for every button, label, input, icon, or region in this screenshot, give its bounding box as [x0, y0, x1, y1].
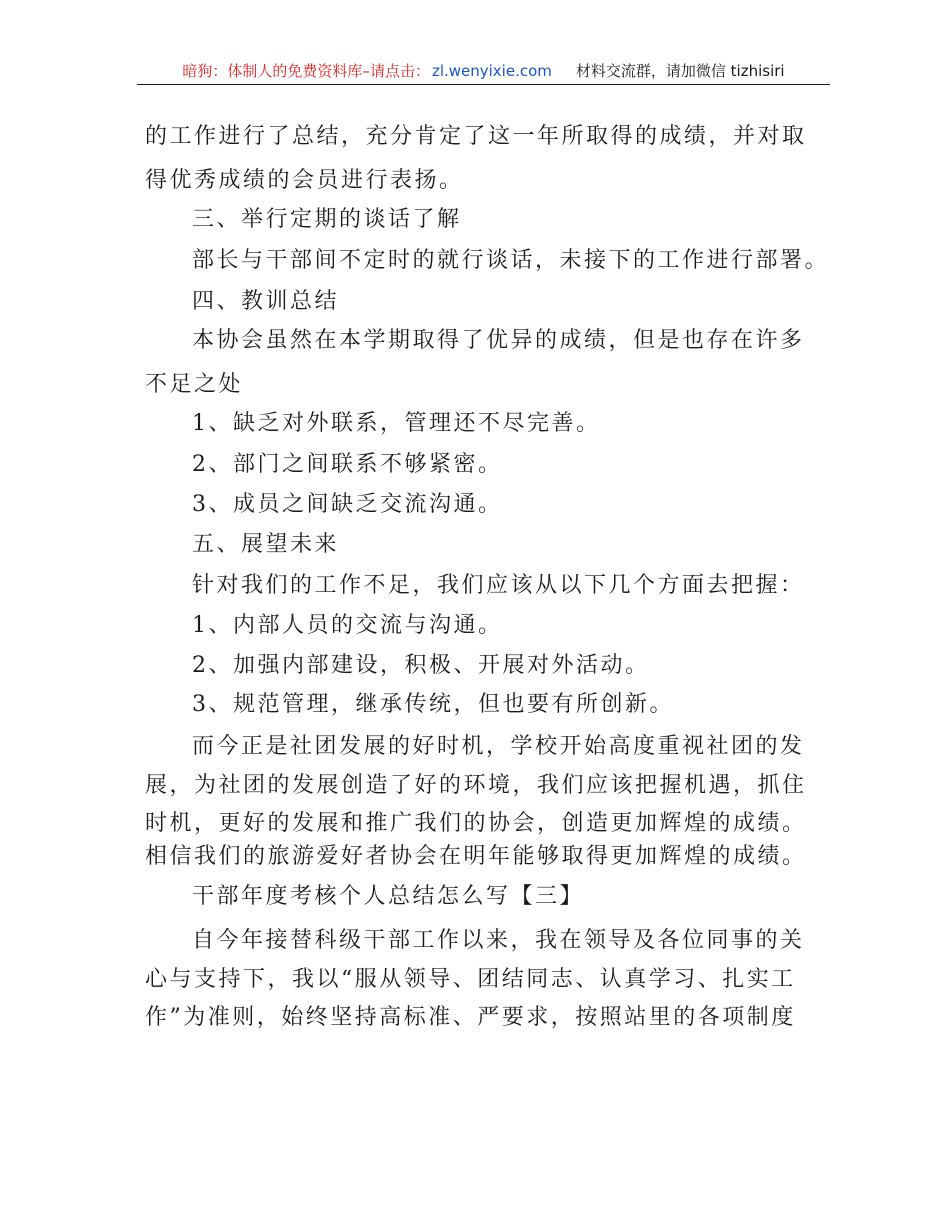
header-prompt: –请点击： — [362, 62, 430, 80]
header-link[interactable]: zl.wenyixie.com — [431, 62, 552, 80]
list-item: 2、加强内部建设，积极、开展对外活动。 — [192, 653, 650, 678]
body-line: 针对我们的工作不足，我们应该从以下几个方面去把握： — [192, 573, 805, 598]
body-line: 心与支持下，我以“服从领导、团结同志、认真学习、扎实工 — [145, 967, 796, 992]
body-line: 部长与干部间不定时的就行谈话，未接下的工作进行部署。 — [192, 248, 830, 273]
body-line: 的工作进行了总结，充分肯定了这一年所取得的成绩，并对取 — [145, 124, 807, 149]
header-divider — [137, 84, 830, 85]
body-line: 得优秀成绩的会员进行表扬。 — [145, 168, 464, 193]
body-line: 相信我们的旅游爱好者协会在明年能够取得更加辉煌的成绩。 — [145, 844, 807, 869]
body-line: 自今年接替科级干部工作以来，我在领导及各位同事的关 — [192, 928, 805, 953]
header-brand: 暗狗：体制人的免费资料库 — [182, 62, 363, 80]
page-header — [137, 58, 830, 84]
body-line: 时机，更好的发展和推广我们的协会，创造更加辉煌的成绩。 — [145, 811, 807, 836]
body-line: 本协会虽然在本学期取得了优异的成绩，但是也存在许多 — [192, 328, 805, 353]
list-item: 1、内部人员的交流与沟通。 — [192, 613, 503, 638]
list-item: 3、规范管理，继承传统，但也要有所创新。 — [192, 692, 674, 717]
section-heading: 三、举行定期的谈话了解 — [192, 207, 462, 232]
list-item: 3、成员之间缺乏交流沟通。 — [192, 492, 503, 517]
list-item: 2、部门之间联系不够紧密。 — [192, 452, 503, 477]
body-line: 作”为准则，始终坚持高标准、严要求，按照站里的各项制度 — [145, 1005, 796, 1030]
header-contact: 材料交流群，请加微信 tizhisiri — [575, 62, 785, 80]
body-line: 不足之处 — [145, 372, 244, 397]
list-item: 1、缺乏对外联系，管理还不尽完善。 — [192, 411, 601, 436]
section-heading: 五、展望未来 — [192, 532, 340, 557]
section-heading: 四、教训总结 — [192, 289, 340, 314]
body-line: 而今正是社团发展的好时机，学校开始高度重视社团的发 — [192, 734, 805, 759]
body-line: 展，为社团的发展创造了好的环境，我们应该把握机遇，抓住 — [145, 773, 807, 798]
section-title: 干部年度考核个人总结怎么写【三】 — [192, 884, 585, 909]
